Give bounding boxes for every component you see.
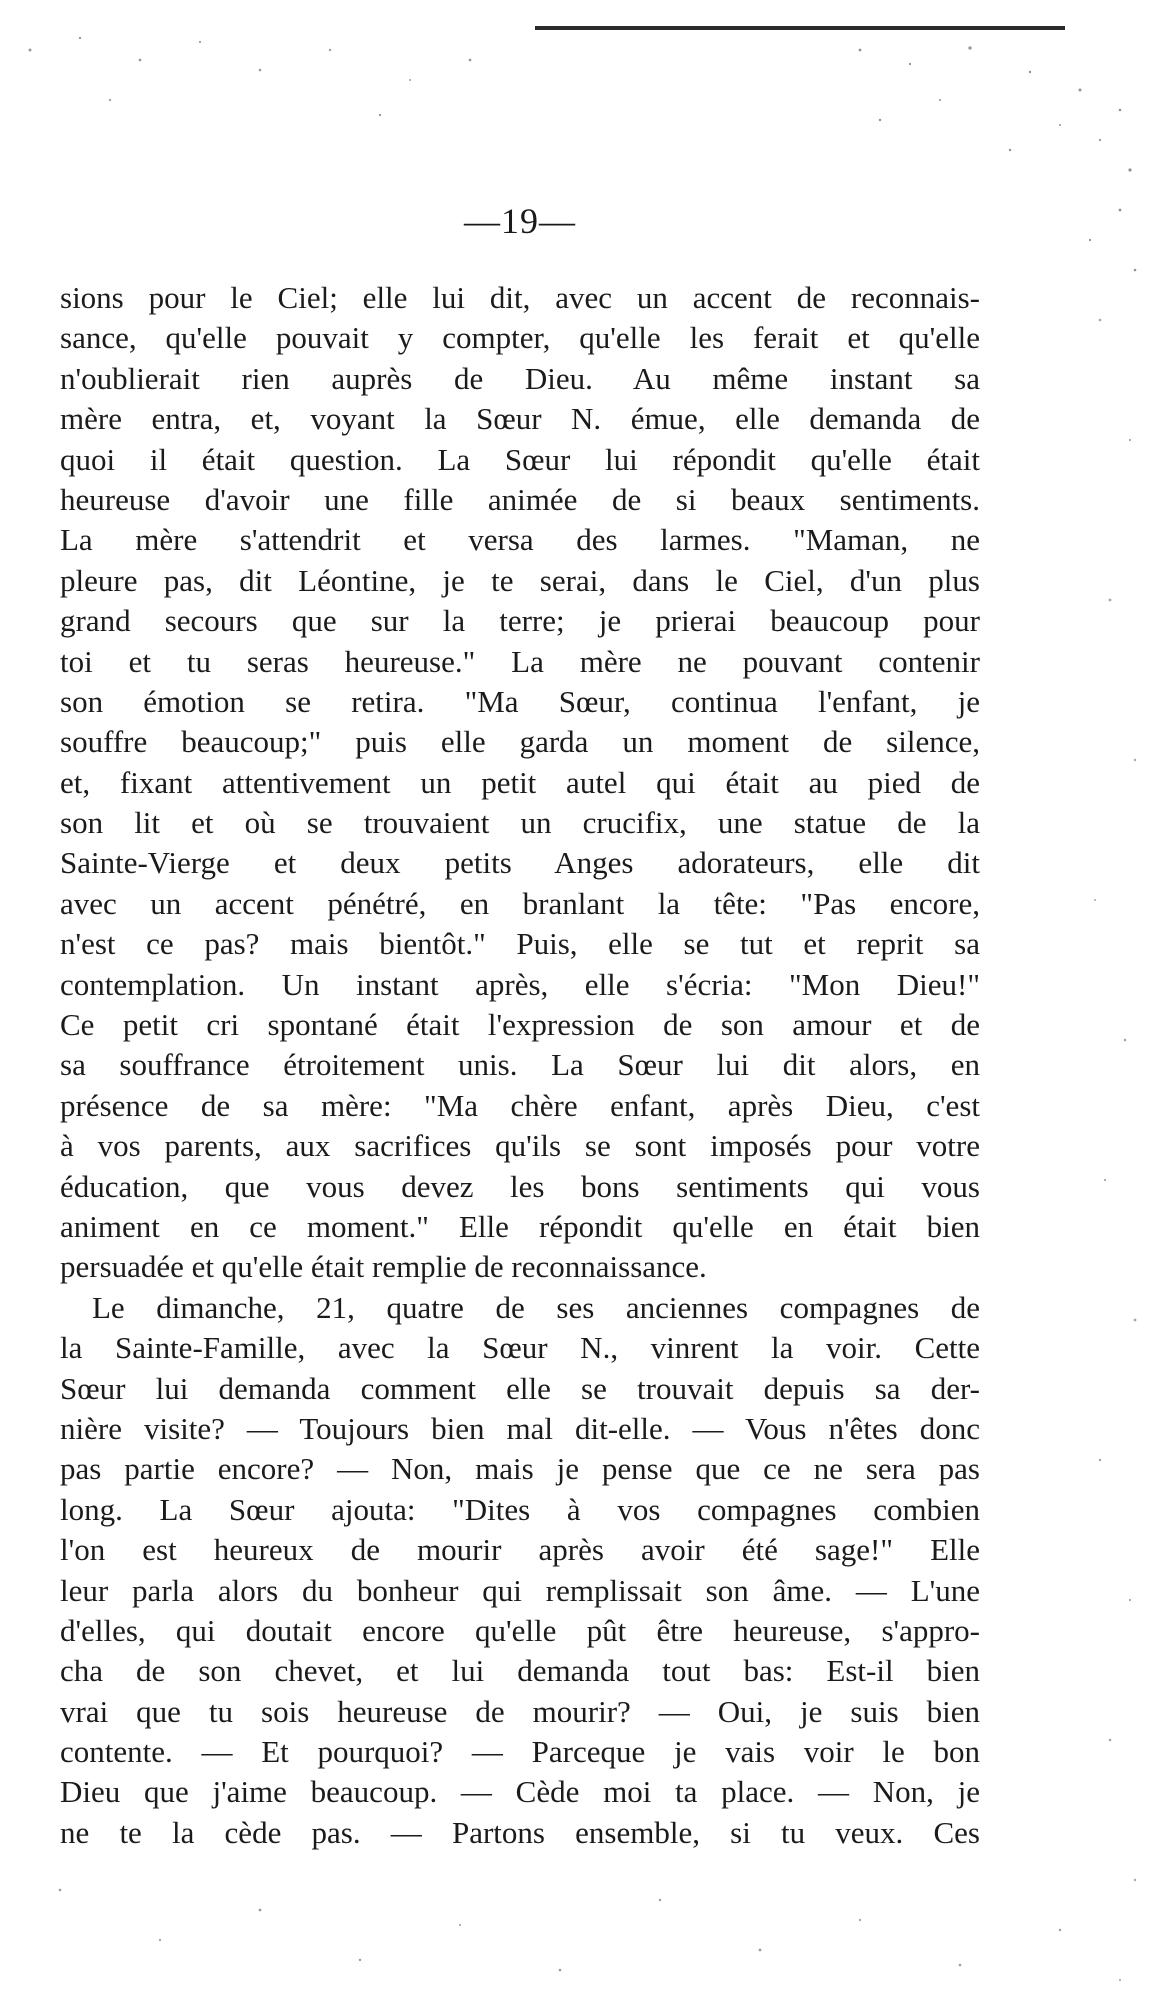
text-line: long. La Sœur ajouta: "Dites à vos compagnes combien bbox=[60, 1491, 980, 1527]
text-line: grand secours que sur la terre; je prierai beaucoup pour bbox=[60, 603, 980, 639]
text-line: contemplation. Un instant après, elle s'écria: "Mon Dieu!" bbox=[60, 966, 980, 1002]
text-line: Ce petit cri spontané était l'expression de son amour et de bbox=[60, 1007, 980, 1043]
text-line: Sainte-Vierge et deux petits Anges adorateurs, elle dit bbox=[60, 845, 980, 881]
text-line: vrai que tu sois heureuse de mourir? — Oui, je suis bien bbox=[60, 1693, 980, 1729]
page-number: —19— bbox=[464, 201, 576, 241]
text-line: La mère s'attendrit et versa des larmes. "Maman, ne bbox=[60, 522, 980, 558]
text-line: pleure pas, dit Léontine, je te serai, dans le Ciel, d'un plus bbox=[60, 562, 980, 598]
text-line: sa souffrance étroitement unis. La Sœur lui dit alors, en bbox=[60, 1047, 980, 1083]
top-rule bbox=[535, 26, 1065, 30]
text-line: son lit et où se trouvaient un crucifix, une statue de la bbox=[60, 805, 980, 841]
text-line: Sœur lui demanda comment elle se trouvait depuis sa der- bbox=[60, 1370, 980, 1406]
scan-noise-top-left bbox=[0, 20, 520, 140]
text-line: heureuse d'avoir une fille animée de si beaux sentiments. bbox=[60, 481, 980, 517]
text-line: quoi il était question. La Sœur lui répondit qu'elle était bbox=[60, 441, 980, 477]
text-line: Dieu que j'aime beaucoup. — Cède moi ta place. — Non, je bbox=[60, 1774, 980, 1810]
text-line: n'oublierait rien auprès de Dieu. Au même instant sa bbox=[60, 360, 980, 396]
text-line: d'elles, qui doutait encore qu'elle pût être heureuse, s'appro- bbox=[60, 1612, 980, 1648]
text-line: et, fixant attentivement un petit autel qui était au pied de bbox=[60, 764, 980, 800]
text-line: cha de son chevet, et lui demanda tout bas: Est-il bien bbox=[60, 1653, 980, 1689]
text-line: ne te la cède pas. — Partons ensemble, si tu veux. Ces bbox=[60, 1814, 980, 1850]
text-line: son émotion se retira. "Ma Sœur, continua l'enfant, je bbox=[60, 683, 980, 719]
text-line: persuadée et qu'elle était remplie de reconnaissance. bbox=[60, 1249, 707, 1285]
text-line: sions pour le Ciel; elle lui dit, avec un accent de reconnais- bbox=[60, 280, 980, 315]
text-line: souffre beaucoup;" puis elle garda un moment de silence, bbox=[60, 724, 980, 760]
text-line: animent en ce moment." Elle répondit qu'elle en était bien bbox=[60, 1208, 980, 1244]
text-line: la Sainte-Famille, avec la Sœur N., vinrent la voir. Cette bbox=[60, 1330, 980, 1366]
text-line: avec un accent pénétré, en branlant la tête: "Pas encore, bbox=[60, 885, 980, 921]
text-line: Le dimanche, 21, quatre de ses anciennes compagnes de bbox=[92, 1289, 980, 1325]
text-line: toi et tu seras heureuse." La mère ne pouvant contenir bbox=[60, 643, 980, 679]
scan-noise-right-edge bbox=[1080, 280, 1150, 1980]
text-line: sance, qu'elle pouvait y compter, qu'elle les ferait et qu'elle bbox=[60, 320, 980, 356]
text-line: présence de sa mère: "Ma chère enfant, après Dieu, c'est bbox=[60, 1087, 980, 1123]
text-line: l'on est heureux de mourir après avoir été sage!" Elle bbox=[60, 1532, 980, 1568]
scan-noise-top-right bbox=[820, 30, 1150, 290]
text-line: contente. — Et pourquoi? — Parceque je vais voir le bon bbox=[60, 1734, 980, 1770]
text-line: éducation, que vous devez les bons sentiments qui vous bbox=[60, 1168, 980, 1204]
scan-noise-bottom bbox=[0, 1830, 1150, 1998]
body-text bbox=[60, 278, 980, 1853]
text-line: à vos parents, aux sacrifices qu'ils se sont imposés pour votre bbox=[60, 1128, 980, 1164]
text-line: nière visite? — Toujours bien mal dit-elle. — Vous n'êtes donc bbox=[60, 1410, 980, 1446]
text-line: mère entra, et, voyant la Sœur N. émue, elle demanda de bbox=[60, 401, 980, 437]
text-line: leur parla alors du bonheur qui remplissait son âme. — L'une bbox=[60, 1572, 980, 1608]
text-line: n'est ce pas? mais bientôt." Puis, elle se tut et reprit sa bbox=[60, 926, 980, 962]
text-line: pas partie encore? — Non, mais je pense que ce ne sera pas bbox=[60, 1451, 980, 1487]
